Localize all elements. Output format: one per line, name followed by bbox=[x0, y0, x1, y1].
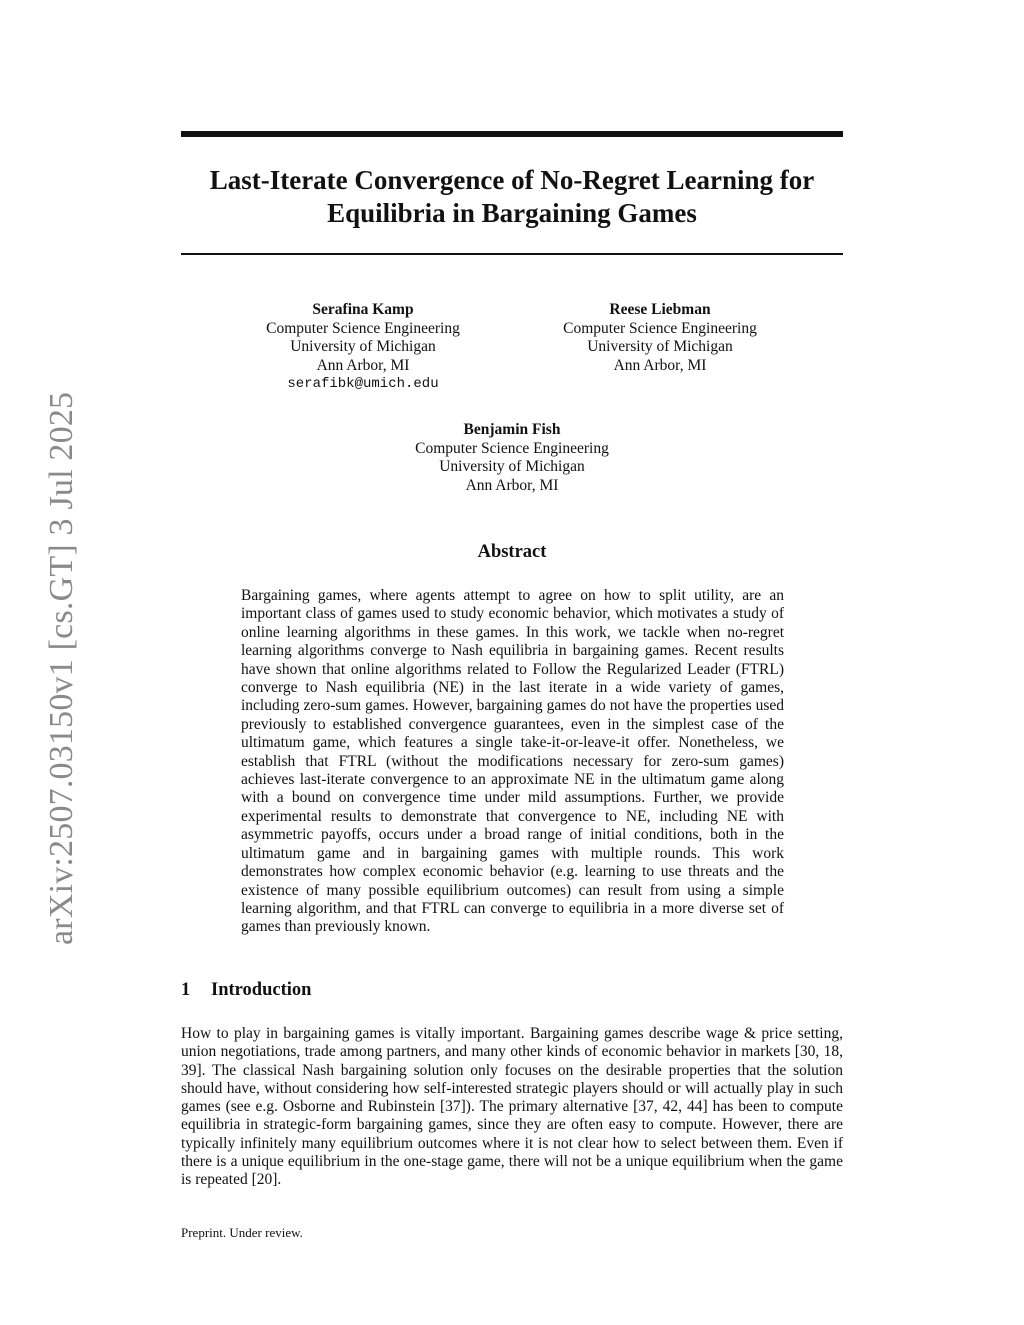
title-line-2: Equilibria in Bargaining Games bbox=[327, 198, 697, 228]
title-bottom-rule bbox=[181, 253, 843, 255]
author-department: Computer Science Engineering bbox=[415, 439, 609, 457]
section-number: 1 bbox=[181, 980, 191, 1000]
author-block-kamp bbox=[238, 301, 488, 394]
author-city: Ann Arbor, MI bbox=[613, 356, 707, 374]
author-block-liebman bbox=[535, 301, 785, 375]
arxiv-side-stamp: arXiv:2507.03150v1 [cs.GT] 3 Jul 2025 bbox=[43, 391, 80, 945]
section-heading-introduction bbox=[181, 980, 311, 1001]
author-city: Ann Arbor, MI bbox=[316, 356, 410, 374]
author-name: Benjamin Fish bbox=[463, 421, 561, 438]
page-footer: Preprint. Under review. bbox=[181, 1225, 303, 1240]
author-block-fish bbox=[387, 421, 637, 495]
author-university: University of Michigan bbox=[587, 338, 733, 355]
author-university: University of Michigan bbox=[290, 338, 436, 355]
abstract-text: Bargaining games, where agents attempt to agree on how to split utility, are an important class of games used to study economic behavior, which motivates a study of online learning algorithms in these games. In this work, we tackle when no-regret learning algorithms converge to Nash equilibria in bargaining games. Recent results have shown that online algorithms related to Follow the Regularized Leader (FTRL) converge to Nash equilibria (NE) in the last iterate in a wide variety of games, including zero-sum games. However, bargaining games do not have the properties used previously to established convergence guarantees, even in the simplest case of the ultimatum game, which features a single take-it-or-leave-it offer. Nonetheless, we establish that FTRL (without the modifications necessary for zero-sum games) achieves last-iterate convergence to an approximate NE in the ultimatum game along with a bound on convergence time under mild assumptions. Further, we provide experimental results to demonstrate that convergence to NE, including NE with asymmetric payoffs, occurs under a broad range of initial conditions, both in the ultimatum game and in bargaining games with multiple rounds. This work demonstrates how complex economic behavior (e.g. learning to use threats and the existence of many possible equilibrium outcomes) can result from using a simple learning algorithm, and that FTRL can converge to equilibria in a more diverse set of games than previously known. bbox=[241, 587, 784, 936]
title-top-rule bbox=[181, 131, 843, 137]
author-name: Serafina Kamp bbox=[312, 301, 414, 318]
author-department: Computer Science Engineering bbox=[266, 319, 460, 337]
author-university: University of Michigan bbox=[439, 458, 585, 475]
abstract-heading: Abstract bbox=[477, 542, 547, 562]
author-department: Computer Science Engineering bbox=[563, 319, 757, 337]
author-city: Ann Arbor, MI bbox=[465, 476, 559, 494]
introduction-paragraph: How to play in bargaining games is vitally important. Bargaining games describe wage & price setting, union negotiations, trade among partners, and many other kinds of economic behavior in markets [30, 18, 39]. The classical Nash bargaining solution only focuses on the desirable properties that the solution should have, without considering how self-interested strategic players should or will actually play in such games (see e.g. Osborne and Rubinstein [37]). The primary alternative [37, 42, 44] has been to compute equilibria in strategic-form bargaining games, since they are often easy to compute. However, there are typically infinitely many equilibrium outcomes where it is not clear how to select between them. Even if there is a unique equilibrium in the one-stage game, there will not be a unique equilibrium when the game is repeated [20]. bbox=[181, 1025, 843, 1189]
author-email: serafibk@umich.edu bbox=[287, 376, 439, 392]
section-title: Introduction bbox=[211, 980, 312, 1000]
author-name: Reese Liebman bbox=[609, 301, 711, 318]
title-line-1: Last-Iterate Convergence of No-Regret Learning for bbox=[209, 165, 815, 195]
paper-title bbox=[181, 164, 843, 230]
